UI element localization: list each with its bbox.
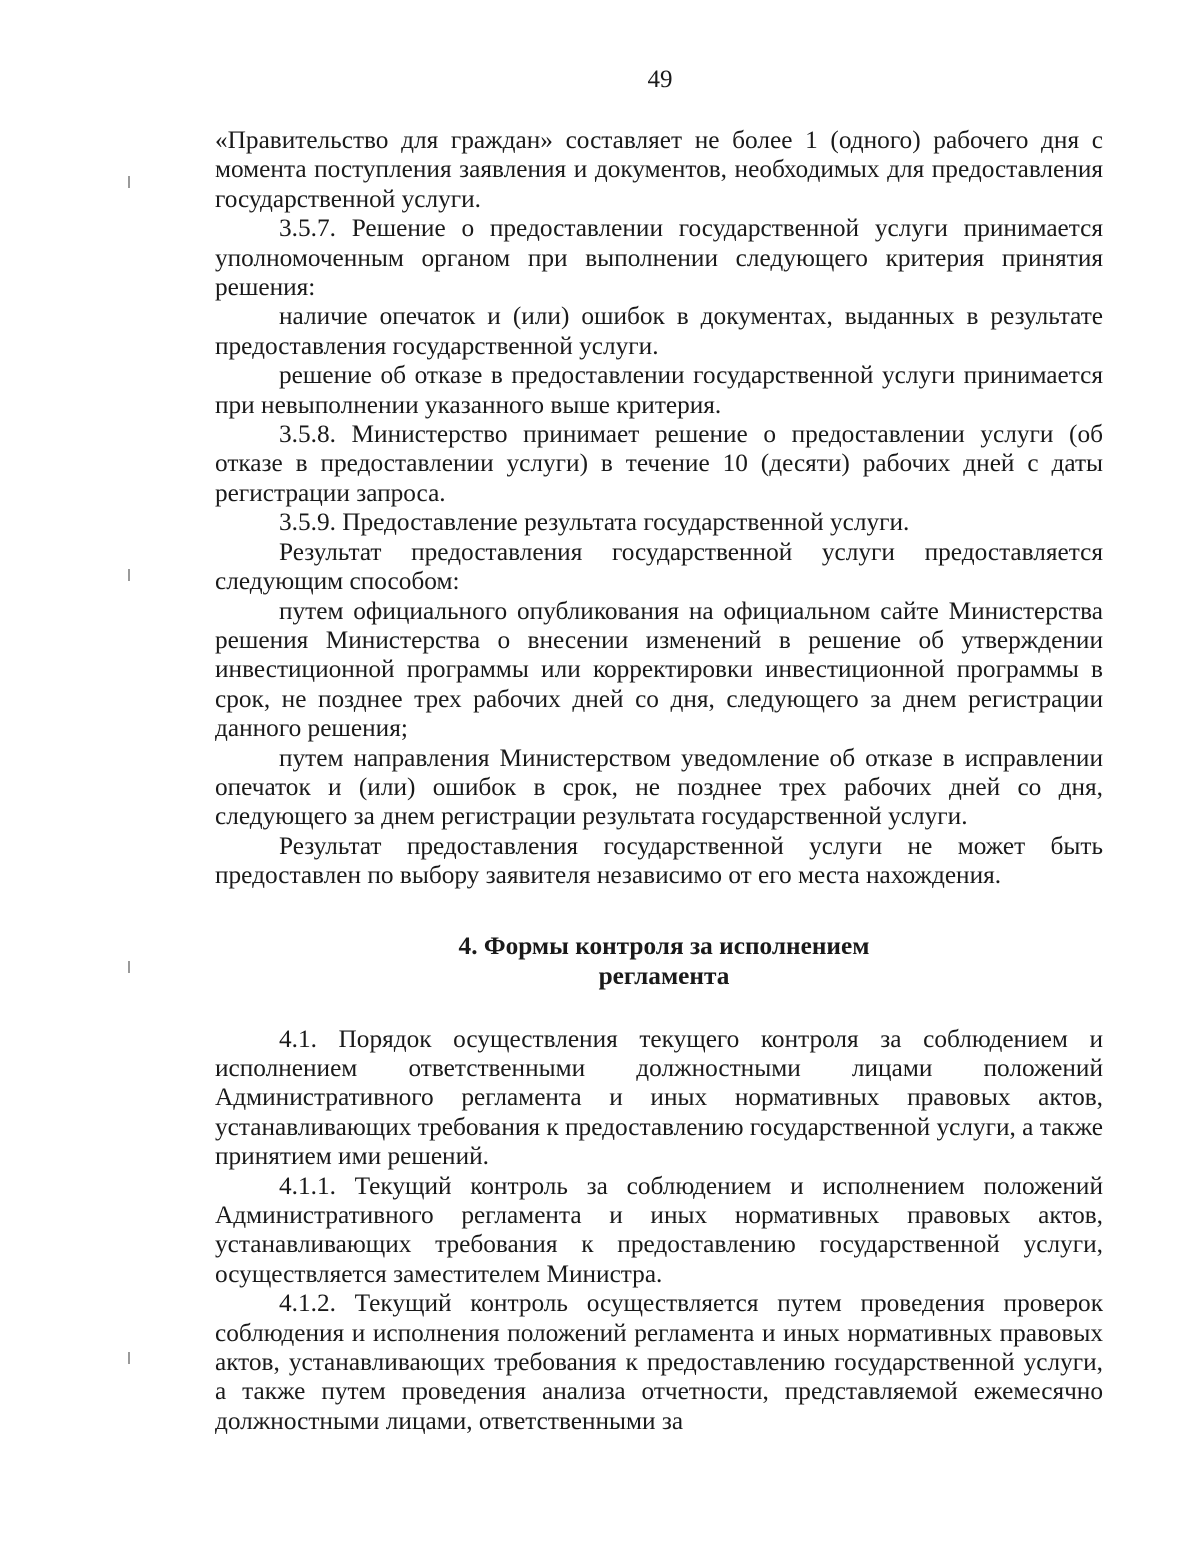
paragraph: 3.5.7. Решение о предоставлении государственной услуги принимается уполномоченным органом при выполнении следующего критерия принятия решения: [215,214,1103,302]
paragraph: «Правительство для граждан» составляет не более 1 (одного) рабочего дня с момента поступления заявления и документов, необходимых для предоставления государственной услуги. [215,126,1103,213]
paragraph: 4.1.2. Текущий контроль осуществляется путем проведения проверок соблюдения и исполнения положений регламента и иных нормативных правовых актов, устанавливающих требования к предоставлению государственной услуги, а также путем проведения анализа отчетности, представляемой ежемесячно должностными лицами, ответственными за [215,1289,1103,1435]
paragraph: Результат предоставления государственной услуги не может быть предоставлен по выбору заявителя независимо от его места нахождения. [215,831,1103,890]
paragraph: Результат предоставления государственной услуги предоставляется следующим способом: [215,537,1103,596]
paragraph: путем направления Министерством уведомление об отказе в исправлении опечаток и (или) ошибок в срок, не позднее трех рабочих дней со дня, следующего за днем регистрации результата государственной услуги. [215,743,1103,831]
margin-mark [128,176,130,188]
paragraph: 4.1.1. Текущий контроль за соблюдением и исполнением положений Административного регламента и иных нормативных правовых актов, устанавливающих требования к предоставлению государственной услуги, осуществляется заместителем Министра. [215,1171,1103,1288]
paragraph: 3.5.8. Министерство принимает решение о предоставлении услуги (об отказе в предоставлении услуги) в течение 10 (десяти) рабочих дней с даты регистрации запроса. [215,420,1103,507]
paragraph: 4.1. Порядок осуществления текущего контроля за соблюдением и исполнением ответственными должностными лицами положений Административного регламента и иных нормативных правовых актов, устанавливающих требования к предоставлению государственной услуги, а также принятием ими решений. [215,1024,1103,1171]
section-heading-line: регламента [598,961,730,990]
paragraph: наличие опечаток и (или) ошибок в документах, выданных в результате предоставления государственной услуги. [215,302,1103,360]
paragraph: путем официального опубликования на официальном сайте Министерства решения Министерства о внесении изменений в решение об утверждении инвестиционной программы или корректировки инвестиционной программы в срок, не позднее трех рабочих дней со дня, следующего за днем регистрации данного решения; [215,596,1103,743]
paragraph: решение об отказе в предоставлении государственной услуги принимается при невыполнении указанного выше критерия. [215,361,1103,419]
margin-mark [128,961,130,973]
page-number: 49 [647,66,673,93]
paragraph: 3.5.9. Предоставление результата государственной услуги. [279,508,910,537]
section-heading-line: 4. Формы контроля за исполнением [458,931,870,960]
section-heading [215,931,1103,991]
document-body [215,126,1103,1436]
margin-mark [128,569,130,581]
margin-mark [128,1352,130,1364]
